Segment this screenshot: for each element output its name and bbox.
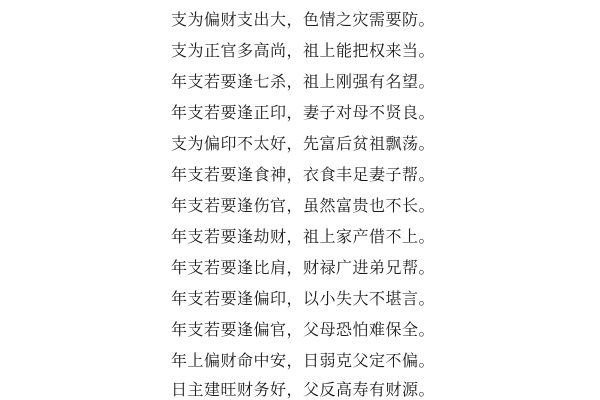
- verse-line: 年支若要逢比肩，财禄广进弟兄帮。: [171, 258, 436, 277]
- verse-line: 年支若要逢食神，衣食丰足妻子帮。: [171, 165, 436, 184]
- verse-line: 年支若要逢七杀，祖上刚强有名望。: [171, 72, 436, 91]
- verse-line: 支为正官多高尚，祖上能把权来当。: [171, 41, 436, 60]
- verse-line: 年支若要逢偏印，以小失大不堪言。: [171, 289, 436, 308]
- verse-line: 年上偏财命中安，日弱克父定不偏。: [171, 351, 436, 370]
- verse-line: 年支若要逢正印，妻子对母不贤良。: [171, 103, 436, 122]
- verse-line: 年支若要逢伤官，虽然富贵也不长。: [171, 196, 436, 215]
- verse-line: 支为偏财支出大，色情之灾需要防。: [171, 10, 436, 29]
- verse-line: 支为偏印不太好，先富后贫祖飘荡。: [171, 134, 436, 153]
- verse-line: 年支若要逢偏官，父母恐怕难保全。: [171, 320, 436, 339]
- verse-line: 年支若要逢劫财，祖上家产借不上。: [171, 227, 436, 246]
- verse-list: [171, 4, 435, 400]
- verse-line: 日主建旺财务好，父反高寿有财源。: [171, 380, 436, 399]
